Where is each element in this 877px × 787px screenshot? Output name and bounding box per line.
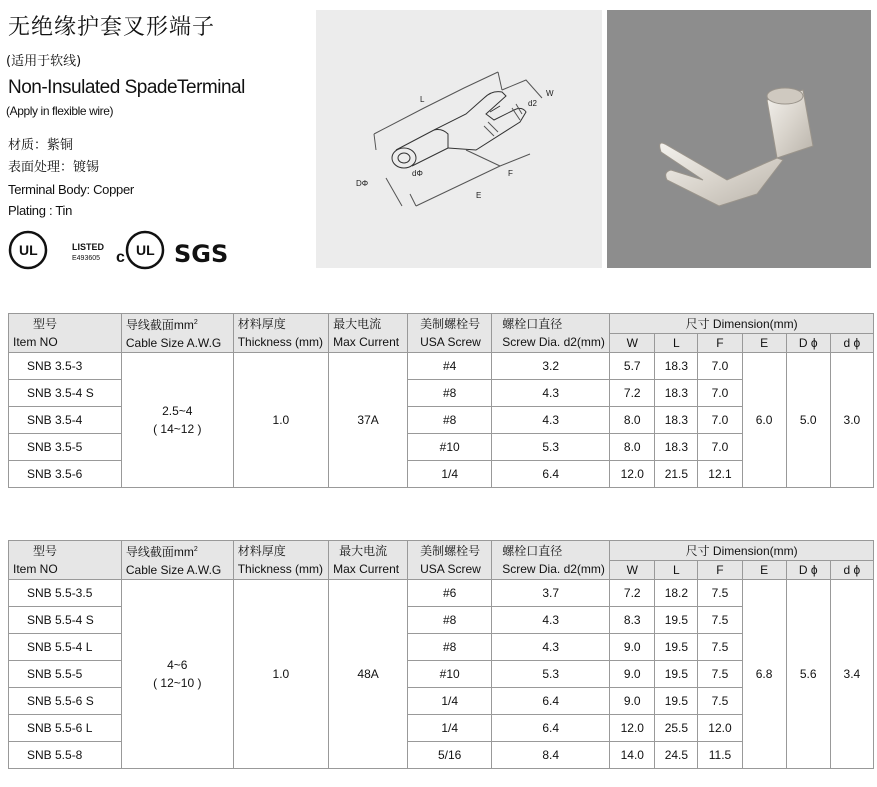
table-cell: 9.0 bbox=[610, 661, 655, 688]
table-cell: 7.5 bbox=[698, 580, 742, 607]
table-cell: 19.5 bbox=[655, 661, 698, 688]
item-no-cell: SNB 5.5-3.5 bbox=[9, 580, 122, 607]
table-cell: 18.3 bbox=[655, 407, 698, 434]
technical-drawing bbox=[316, 10, 602, 268]
dphi-upper-cell: 5.0 bbox=[786, 353, 830, 488]
item-no-cell: SNB 3.5-4 S bbox=[9, 380, 122, 407]
svg-text:E493605: E493605 bbox=[72, 255, 101, 262]
header-dia: 螺栓口直径 Screw Dia. d2(mm) bbox=[492, 541, 610, 580]
table-cell: 5.3 bbox=[492, 434, 610, 461]
table-cell: 25.5 bbox=[655, 715, 698, 742]
table-cell: #4 bbox=[408, 353, 492, 380]
svg-text:LISTED: LISTED bbox=[72, 242, 105, 252]
table-cell: 4.3 bbox=[492, 634, 610, 661]
header-item: 型号 Item NO bbox=[9, 541, 122, 580]
table-cell: 7.5 bbox=[698, 661, 742, 688]
header-item: 型号 Item NO bbox=[9, 314, 122, 353]
header-f: F bbox=[698, 333, 742, 353]
header-dia: 螺栓口直径 Screw Dia. d2(mm) bbox=[492, 314, 610, 353]
table-cell: 18.3 bbox=[655, 380, 698, 407]
table-cell: 4.3 bbox=[492, 407, 610, 434]
table-cell: 3.2 bbox=[492, 353, 610, 380]
table-cell: 11.5 bbox=[698, 742, 742, 769]
table-cell: 7.2 bbox=[610, 580, 655, 607]
table-cell: 9.0 bbox=[610, 688, 655, 715]
header-dimension: 尺寸 Dimension(mm) bbox=[610, 541, 874, 561]
dphi-lower-cell: 3.4 bbox=[830, 580, 873, 769]
header-cable: 导线截面$mm^2$ Cable Size A.W.G bbox=[121, 314, 233, 353]
table-cell: 7.0 bbox=[698, 434, 742, 461]
table-cell: #10 bbox=[408, 661, 492, 688]
table-cell: 24.5 bbox=[655, 742, 698, 769]
header-e: E bbox=[742, 560, 786, 580]
e-cell: 6.0 bbox=[742, 353, 786, 488]
table-cell: 21.5 bbox=[655, 461, 698, 488]
header-screw: 美制螺栓号 USA Screw bbox=[408, 314, 492, 353]
plating-en: Plating : Tin bbox=[8, 203, 73, 218]
table-cell: 18.3 bbox=[655, 353, 698, 380]
thickness-cell: 1.0 bbox=[233, 353, 328, 488]
table-row bbox=[9, 353, 874, 380]
header-w: W bbox=[610, 560, 655, 580]
dim-label-w: W bbox=[546, 89, 554, 98]
header-dphi-lower: d ϕ bbox=[830, 560, 873, 580]
table-cell: 3.7 bbox=[492, 580, 610, 607]
header-dimension: 尺寸 Dimension(mm) bbox=[610, 314, 874, 334]
dim-label-e: E bbox=[476, 191, 482, 200]
table-cell: 8.4 bbox=[492, 742, 610, 769]
table-cell: 5/16 bbox=[408, 742, 492, 769]
table-row bbox=[9, 580, 874, 607]
header-thickness: 材料厚度 Thickness (mm) bbox=[233, 541, 328, 580]
header-e: E bbox=[742, 333, 786, 353]
svg-text:c: c bbox=[116, 249, 125, 266]
thickness-cell: 1.0 bbox=[233, 580, 328, 769]
header-dphi-lower: d ϕ bbox=[830, 333, 873, 353]
subtitle-en: (Apply in flexible wire) bbox=[6, 104, 114, 118]
header-screw: 美制螺栓号 USA Screw bbox=[408, 541, 492, 580]
spec-table-5-5 bbox=[8, 540, 874, 769]
table-cell: 9.0 bbox=[610, 634, 655, 661]
table-cell: #8 bbox=[408, 380, 492, 407]
ul-logo bbox=[8, 228, 248, 272]
table-cell: 18.2 bbox=[655, 580, 698, 607]
table-cell: 8.3 bbox=[610, 607, 655, 634]
table-cell: 5.3 bbox=[492, 661, 610, 688]
table-cell: 7.5 bbox=[698, 634, 742, 661]
svg-text:UL: UL bbox=[19, 242, 38, 258]
table-cell: #8 bbox=[408, 407, 492, 434]
dphi-lower-cell: 3.0 bbox=[830, 353, 873, 488]
item-no-cell: SNB 3.5-5 bbox=[9, 434, 122, 461]
header-current: 最大电流 Max Current bbox=[329, 314, 408, 353]
table-cell: 6.4 bbox=[492, 715, 610, 742]
table-cell: 5.7 bbox=[610, 353, 655, 380]
table-cell: 4.3 bbox=[492, 380, 610, 407]
header-cable: 导线截面$mm^2$ Cable Size A.W.G bbox=[121, 541, 233, 580]
page-title-en: Non-Insulated SpadeTerminal bbox=[8, 77, 245, 98]
table-cell: #6 bbox=[408, 580, 492, 607]
table-cell: #8 bbox=[408, 607, 492, 634]
header-f: F bbox=[698, 560, 742, 580]
dim-label-l: L bbox=[420, 95, 425, 104]
product-photo bbox=[607, 10, 871, 268]
spec-table-3-5 bbox=[8, 313, 874, 488]
svg-text:SGS: SGS bbox=[174, 240, 229, 268]
header-l: L bbox=[655, 560, 698, 580]
header-w: W bbox=[610, 333, 655, 353]
material-cn: 材质：紫铜 bbox=[8, 138, 74, 153]
table-cell: 4.3 bbox=[492, 607, 610, 634]
table-cell: 12.0 bbox=[610, 461, 655, 488]
table-cell: 6.4 bbox=[492, 461, 610, 488]
table-cell: 19.5 bbox=[655, 634, 698, 661]
header-dphi-upper: D ϕ bbox=[786, 560, 830, 580]
dim-label-Dphi: DΦ bbox=[356, 179, 369, 188]
table-cell: 7.5 bbox=[698, 607, 742, 634]
surface-cn: 表面处理：镀锡 bbox=[8, 160, 100, 175]
dim-label-d2: d2 bbox=[528, 99, 537, 108]
table-cell: 12.0 bbox=[610, 715, 655, 742]
table-cell: 8.0 bbox=[610, 407, 655, 434]
table-cell: 19.5 bbox=[655, 688, 698, 715]
current-cell: 37A bbox=[329, 353, 408, 488]
table-cell: 7.0 bbox=[698, 407, 742, 434]
item-no-cell: SNB 3.5-3 bbox=[9, 353, 122, 380]
table-cell: 7.0 bbox=[698, 353, 742, 380]
item-no-cell: SNB 5.5-4 S bbox=[9, 607, 122, 634]
dim-label-f: F bbox=[508, 169, 513, 178]
table-cell: #8 bbox=[408, 634, 492, 661]
item-no-cell: SNB 5.5-6 S bbox=[9, 688, 122, 715]
table-cell: 12.0 bbox=[698, 715, 742, 742]
item-no-cell: SNB 5.5-8 bbox=[9, 742, 122, 769]
item-no-cell: SNB 3.5-4 bbox=[9, 407, 122, 434]
table-cell: 7.5 bbox=[698, 688, 742, 715]
body-material-en: Terminal Body: Copper bbox=[8, 182, 134, 197]
item-no-cell: SNB 5.5-5 bbox=[9, 661, 122, 688]
svg-text:UL: UL bbox=[136, 242, 155, 258]
header-dphi-upper: D ϕ bbox=[786, 333, 830, 353]
page-title-cn: 无绝缘护套叉形端子 bbox=[8, 15, 216, 40]
table-cell: 12.1 bbox=[698, 461, 742, 488]
table-cell: 6.4 bbox=[492, 688, 610, 715]
table-cell: 1/4 bbox=[408, 715, 492, 742]
item-no-cell: SNB 5.5-4 L bbox=[9, 634, 122, 661]
certification-logos bbox=[8, 228, 248, 272]
dphi-upper-cell: 5.6 bbox=[786, 580, 830, 769]
table-cell: 1/4 bbox=[408, 688, 492, 715]
subtitle-cn: (适用于软线) bbox=[6, 54, 82, 69]
header-current: 最大电流 Max Current bbox=[329, 541, 408, 580]
table-cell: 18.3 bbox=[655, 434, 698, 461]
header-thickness: 材料厚度 Thickness (mm) bbox=[233, 314, 328, 353]
dim-label-dphi: dΦ bbox=[412, 169, 423, 178]
cable-size-cell: 2.5~4 ( 14~12 ) bbox=[121, 353, 233, 488]
table-cell: 7.2 bbox=[610, 380, 655, 407]
table-cell: 14.0 bbox=[610, 742, 655, 769]
table-cell: 8.0 bbox=[610, 434, 655, 461]
item-no-cell: SNB 3.5-6 bbox=[9, 461, 122, 488]
e-cell: 6.8 bbox=[742, 580, 786, 769]
cable-size-cell: 4~6 ( 12~10 ) bbox=[121, 580, 233, 769]
table-cell: 1/4 bbox=[408, 461, 492, 488]
header-l: L bbox=[655, 333, 698, 353]
table-cell: 7.0 bbox=[698, 380, 742, 407]
table-cell: #10 bbox=[408, 434, 492, 461]
current-cell: 48A bbox=[329, 580, 408, 769]
item-no-cell: SNB 5.5-6 L bbox=[9, 715, 122, 742]
table-cell: 19.5 bbox=[655, 607, 698, 634]
